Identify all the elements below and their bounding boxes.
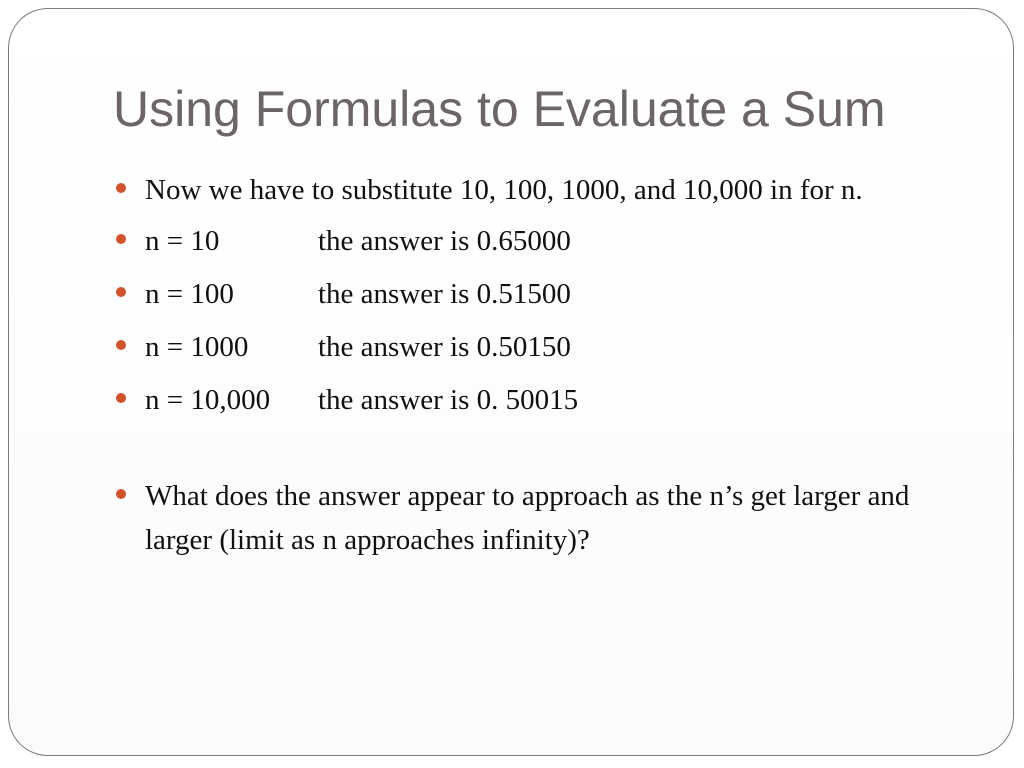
bullet-dot-icon	[116, 393, 126, 403]
intro-text: Now we have to substitute 10, 100, 1000, and 10,000 in for n.	[145, 174, 863, 206]
slide-body	[113, 168, 953, 562]
bullet-dot-icon	[116, 340, 126, 350]
bullet-row	[113, 325, 953, 369]
row-n-value: n = 1000	[145, 331, 249, 363]
row-answer: the answer is 0.51500	[318, 278, 571, 310]
bullet-row	[113, 378, 953, 422]
bullet-dot-icon	[116, 489, 126, 499]
row-answer: the answer is 0. 50015	[318, 384, 579, 416]
bullet-intro	[113, 168, 953, 212]
bullet-dot-icon	[116, 287, 126, 297]
bullet-row	[113, 272, 953, 316]
row-n-value: n = 10,000	[145, 384, 271, 416]
row-answer: the answer is 0.50150	[318, 331, 571, 363]
row-answer: the answer is 0.65000	[318, 225, 571, 257]
bullet-dot-icon	[116, 234, 126, 244]
spacer	[113, 431, 953, 474]
bullet-dot-icon	[116, 183, 126, 193]
question-text: What does the answer appear to approach as the n’s get larger and larger (limit as n approaches infinity)?	[145, 480, 910, 556]
bullet-row	[113, 219, 953, 263]
row-n-value: n = 10	[145, 225, 220, 257]
slide-title: Using Formulas to Evaluate a Sum	[113, 81, 886, 137]
row-n-value: n = 100	[145, 278, 234, 310]
bullet-question	[113, 474, 953, 562]
